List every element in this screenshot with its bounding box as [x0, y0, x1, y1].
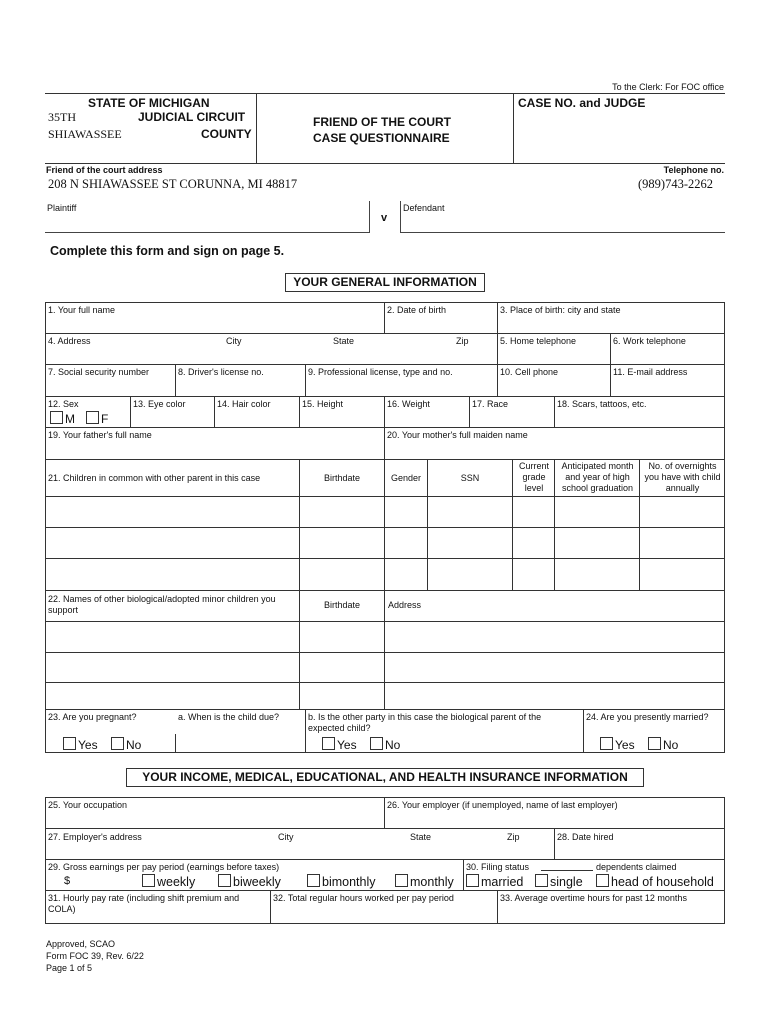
plaintiff-label: Plaintiff	[47, 203, 77, 213]
pregnant-no-checkbox[interactable]	[111, 737, 124, 750]
f15-label: 15. Height	[302, 399, 344, 409]
f32-label: 32. Total regular hours worked per pay period	[273, 893, 454, 903]
children-gender-header: Gender	[390, 473, 422, 483]
children-row[interactable]	[46, 559, 724, 589]
footer-page-number: Page 1 of 5	[46, 963, 93, 973]
foc-phone-value[interactable]: (989)743-2262	[638, 177, 713, 191]
f29-dollar: $	[64, 875, 71, 887]
filing-head-text: head of household	[611, 875, 714, 889]
children-row[interactable]	[46, 528, 724, 558]
case-number-field[interactable]	[518, 112, 722, 160]
versus-label: v	[381, 212, 388, 224]
f6-label: 6. Work telephone	[613, 336, 686, 346]
f13-label: 13. Eye color	[133, 399, 186, 409]
children-row[interactable]	[46, 497, 724, 527]
pay-monthly-option[interactable]	[395, 874, 454, 889]
pay-biweekly-checkbox[interactable]	[218, 874, 231, 887]
f23b-label: b. Is the other party in this case the biological parent of the expected child?	[308, 712, 542, 733]
general-info-heading: YOUR GENERAL INFORMATION	[285, 273, 485, 292]
children-overnights-header: No. of overnights you have with child annually	[644, 461, 721, 493]
filing-single-text: single	[550, 875, 583, 889]
f21-label: 21. Children in common with other parent in this case	[48, 473, 261, 483]
f19-label: 19. Your father's full name	[48, 430, 152, 440]
filing-married-option[interactable]	[466, 874, 523, 889]
other-children-row[interactable]	[46, 622, 724, 652]
income-heading: YOUR INCOME, MEDICAL, EDUCATIONAL, AND HEALTH INSURANCE INFORMATION	[126, 768, 644, 787]
married-no-checkbox[interactable]	[648, 737, 661, 750]
dependents-claimed-field[interactable]	[541, 870, 593, 871]
plaintiff-field[interactable]	[45, 201, 370, 233]
footer-form-number: Form FOC 39, Rev. 6/22	[46, 951, 144, 961]
pay-bimonthly-text: bimonthly	[322, 875, 376, 889]
f18-label: 18. Scars, tattoos, etc.	[557, 399, 647, 409]
married-yes-checkbox[interactable]	[600, 737, 613, 750]
other-children-row[interactable]	[46, 683, 724, 709]
f25-label: 25. Your occupation	[48, 800, 128, 810]
pay-weekly-checkbox[interactable]	[142, 874, 155, 887]
foc-address-label: Friend of the court address	[46, 165, 163, 175]
bio-parent-no-option[interactable]	[370, 737, 400, 752]
f22-label: 22. Names of other biological/adopted minor children you support	[48, 594, 276, 615]
f16-label: 16. Weight	[387, 399, 430, 409]
other-children-birthdate-header: Birthdate	[323, 600, 361, 610]
sex-female-text: F	[101, 412, 109, 426]
sex-female-option[interactable]	[86, 411, 108, 425]
f20-label: 20. Your mother's full maiden name	[387, 430, 528, 440]
f29-label: 29. Gross earnings per pay period (earnings before taxes)	[48, 862, 280, 872]
f12-label: 12. Sex	[48, 399, 79, 409]
form-title-line2: CASE QUESTIONNAIRE	[313, 131, 450, 145]
children-birthdate-header: Birthdate	[323, 473, 361, 483]
sex-male-text: M	[65, 412, 75, 426]
sex-male-checkbox[interactable]	[50, 411, 63, 424]
f9-label: 9. Professional license, type and no.	[308, 367, 453, 377]
case-number-label: CASE NO. and JUDGE	[518, 96, 646, 110]
pregnant-no-option[interactable]	[111, 737, 141, 752]
pay-monthly-checkbox[interactable]	[395, 874, 408, 887]
f27-zip-label: Zip	[507, 832, 520, 842]
pregnant-no-text: No	[126, 738, 142, 752]
defendant-field[interactable]	[400, 201, 725, 233]
married-yes-text: Yes	[615, 738, 635, 752]
filing-married-checkbox[interactable]	[466, 874, 479, 887]
clerk-note: To the Clerk: For FOC office	[612, 82, 724, 92]
defendant-label: Defendant	[403, 203, 445, 213]
pay-weekly-text: weekly	[157, 875, 196, 889]
foc-address-value[interactable]: 208 N SHIAWASSEE ST CORUNNA, MI 48817	[48, 177, 298, 191]
married-yes-option[interactable]	[600, 737, 635, 752]
pay-bimonthly-checkbox[interactable]	[307, 874, 320, 887]
sex-female-checkbox[interactable]	[86, 411, 99, 424]
f2-label: 2. Date of birth	[387, 305, 447, 315]
f4-city-label: City	[226, 336, 242, 346]
form-title-line1: FRIEND OF THE COURT	[313, 115, 451, 129]
f27-city-label: City	[278, 832, 294, 842]
f10-label: 10. Cell phone	[500, 367, 559, 377]
f7-label: 7. Social security number	[48, 367, 150, 377]
f30-label: 30. Filing status	[466, 862, 530, 872]
other-children-row[interactable]	[46, 653, 724, 682]
f8-label: 8. Driver's license no.	[178, 367, 264, 377]
f23a-label: a. When is the child due?	[178, 712, 280, 722]
f24-label: 24. Are you presently married?	[586, 712, 709, 722]
footer-approved: Approved, SCAO	[46, 939, 116, 949]
f14-label: 14. Hair color	[217, 399, 271, 409]
pay-weekly-option[interactable]	[142, 874, 195, 889]
filing-single-option[interactable]	[535, 874, 583, 889]
bio-parent-no-checkbox[interactable]	[370, 737, 383, 750]
f4-state-label: State	[333, 336, 355, 346]
pregnant-yes-option[interactable]	[63, 737, 98, 752]
filing-married-text: married	[481, 875, 524, 889]
children-graduation-header: Anticipated month and year of high school graduation	[561, 461, 634, 493]
circuit-number[interactable]: 35TH	[48, 110, 76, 124]
bio-parent-yes-option[interactable]	[322, 737, 357, 752]
foc-phone-label: Telephone no.	[663, 165, 724, 175]
f4-label: 4. Address	[48, 336, 91, 346]
f26-label: 26. Your employer (if unemployed, name of last employer)	[387, 800, 618, 810]
pregnant-yes-text: Yes	[78, 738, 98, 752]
pay-monthly-text: monthly	[410, 875, 454, 889]
filing-head-option[interactable]	[596, 874, 714, 889]
circuit-label: JUDICIAL CIRCUIT	[138, 110, 246, 124]
county-label: COUNTY	[201, 127, 252, 141]
bio-parent-no-text: No	[385, 738, 401, 752]
f4-zip-label: Zip	[456, 336, 469, 346]
children-ssn-header: SSN	[460, 473, 480, 483]
f1-label: 1. Your full name	[48, 305, 116, 315]
f23-label: 23. Are you pregnant?	[48, 712, 137, 722]
f3-label: 3. Place of birth: city and state	[500, 305, 621, 315]
bio-parent-yes-checkbox[interactable]	[322, 737, 335, 750]
filing-single-checkbox[interactable]	[535, 874, 548, 887]
f11-label: 11. E-mail address	[613, 367, 688, 377]
sex-male-option[interactable]	[50, 411, 75, 425]
pay-biweekly-option[interactable]	[218, 874, 281, 889]
pay-biweekly-text: biweekly	[233, 875, 281, 889]
state-name: STATE OF MICHIGAN	[88, 96, 210, 110]
other-children-address-header: Address	[388, 600, 422, 610]
county-name[interactable]: SHIAWASSEE	[48, 127, 122, 141]
f5-label: 5. Home telephone	[500, 336, 577, 346]
f31-label: 31. Hourly pay rate (including shift premium and COLA)	[48, 893, 240, 914]
f27-label: 27. Employer's address	[48, 832, 142, 842]
f17-label: 17. Race	[472, 399, 509, 409]
pay-bimonthly-option[interactable]	[307, 874, 376, 889]
married-no-text: No	[663, 738, 679, 752]
f28-label: 28. Date hired	[557, 832, 614, 842]
pregnant-yes-checkbox[interactable]	[63, 737, 76, 750]
filing-head-checkbox[interactable]	[596, 874, 609, 887]
married-no-option[interactable]	[648, 737, 678, 752]
bio-parent-yes-text: Yes	[337, 738, 357, 752]
f33-label: 33. Average overtime hours for past 12 months	[500, 893, 687, 903]
f30-dependents-label: dependents claimed	[596, 862, 677, 872]
children-grade-header: Current grade level	[518, 461, 549, 493]
f27-state-label: State	[410, 832, 432, 842]
instruction: Complete this form and sign on page 5.	[50, 244, 285, 258]
